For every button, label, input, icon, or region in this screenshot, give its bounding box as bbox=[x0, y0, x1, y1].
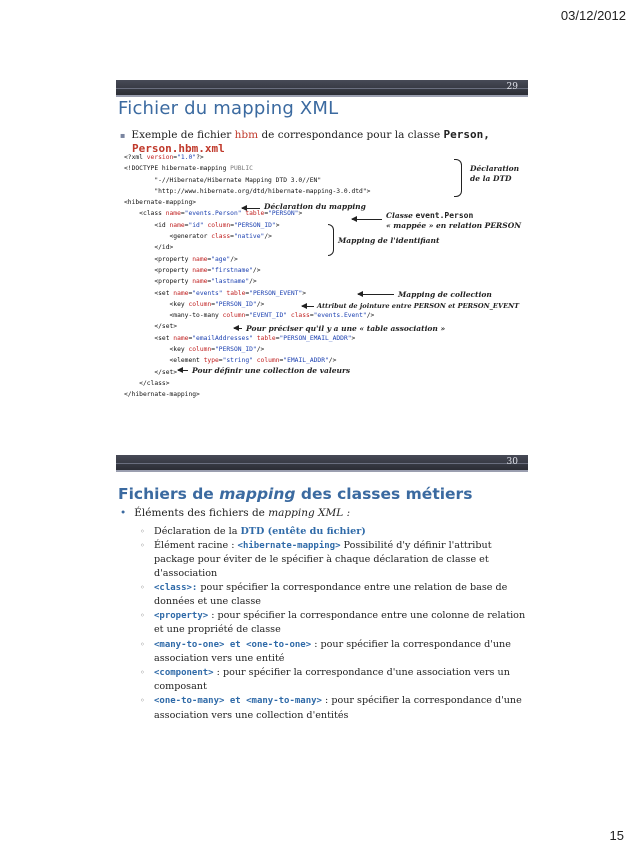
annot-dtd: Déclaration de la DTD bbox=[470, 164, 520, 183]
annot-id-mapping: Mapping de l'identifiant bbox=[338, 236, 440, 245]
xml-code-block bbox=[124, 152, 374, 401]
annot-class: Classe event.Person « mappée » en relation PERSON bbox=[386, 211, 522, 230]
list-item: ◦ <class>: pour spécifier la correspondance entre une relation de base de données et une classe bbox=[140, 581, 508, 608]
element-list bbox=[136, 525, 528, 723]
dtd-brace bbox=[454, 159, 462, 197]
code-line: </set> bbox=[124, 368, 178, 376]
slide-number: 29 bbox=[506, 82, 518, 92]
code-line: </set> bbox=[124, 323, 178, 331]
arrow-class bbox=[352, 219, 382, 220]
annot-join: Attribut de jointure entre PERSON et PERSON_EVENT bbox=[317, 302, 520, 310]
list-item: ◦ <property> : pour spécifier la correspondance entre une colonne de relation et une propriété de classe bbox=[140, 610, 526, 636]
code-line: </hibernate-mapping> bbox=[124, 391, 200, 399]
list-item: ◦ <many-to-one> et <one-to-one> : pour spécifier la correspondance d'une association vers une entité bbox=[140, 638, 511, 664]
code-line: <?xml version="1.0"?> bbox=[124, 154, 204, 161]
code-line: <many-to-many column="EVENT_ID" class="events.Event"/> bbox=[124, 312, 375, 320]
code-line: <id name="id" column="PERSON_ID"> bbox=[124, 221, 280, 229]
code-line: </id> bbox=[124, 244, 174, 252]
slide-title: Fichiers de mapping des classes métiers bbox=[118, 485, 473, 503]
code-line: <generator class="native"/> bbox=[124, 233, 272, 241]
code-line: <set name="emailAddresses" table="PERSON_EMAIL_ADDR"> bbox=[124, 334, 356, 342]
slide-title: Fichier du mapping XML bbox=[118, 98, 339, 119]
level1-bullet: • Éléments des fichiers de mapping XML : bbox=[120, 507, 351, 519]
code-line: <key column="PERSON_ID"/> bbox=[124, 300, 265, 308]
code-line: </class> bbox=[124, 379, 170, 387]
list-item: ◦ Déclaration de la DTD (entête du fichier) bbox=[140, 526, 366, 537]
code-line: <set name="events" table="PERSON_EVENT"> bbox=[124, 289, 307, 297]
code-line: "http://www.hibernate.org/dtd/hibernate-mapping-3.0.dtd"> bbox=[124, 187, 371, 195]
list-item: ◦ <one-to-many> et <many-to-many> : pour spécifier la correspondance d'une association vers une collection d'entités bbox=[140, 695, 522, 721]
arrow-mapping bbox=[242, 208, 260, 209]
arrow-collection bbox=[358, 294, 394, 295]
code-line: <property name="firstname"/> bbox=[124, 266, 261, 274]
annot-value-collection: Pour définir une collection de valeurs bbox=[192, 366, 351, 375]
arrow-values bbox=[178, 370, 188, 371]
code-line: "-//Hibernate/Hibernate Mapping DTD 3.0//EN" bbox=[124, 176, 322, 184]
annot-assoc-table: Pour préciser qu'il y a une « table association » bbox=[246, 324, 446, 333]
slide-29 bbox=[116, 80, 528, 402]
annot-mapping-decl: Déclaration du mapping bbox=[264, 202, 366, 211]
print-date: 03/12/2012 bbox=[560, 8, 626, 23]
slide-30 bbox=[116, 455, 528, 777]
list-item: ◦ <component> : pour spécifier la correspondance d'une association vers un composant bbox=[140, 667, 510, 693]
intro-bullet: ▪ Exemple de fichier hbm de correspondance pour la classe Person, Person.hbm.xml bbox=[120, 128, 490, 155]
list-item: ◦ Élément racine : <hibernate-mapping> Possibilité d'y définir l'attribut package pour éviter de le spécifier à chaque déclaration de classe et d'association bbox=[140, 540, 492, 579]
slide-header-bar bbox=[116, 455, 528, 472]
code-line: <property name="lastname"/> bbox=[124, 278, 257, 286]
code-line: <property name="age"/> bbox=[124, 255, 238, 263]
slide-header-bar bbox=[116, 80, 528, 97]
code-line: <hibernate-mapping> bbox=[124, 199, 197, 207]
code-line: <class name="events.Person" table="PERSON"> bbox=[124, 210, 303, 218]
arrow-assoc bbox=[234, 328, 242, 329]
id-brace bbox=[328, 224, 334, 256]
annot-collection: Mapping de collection bbox=[398, 290, 492, 299]
code-line: <!DOCTYPE hibernate-mapping PUBLIC bbox=[124, 165, 253, 173]
code-line: <key column="PERSON_ID"/> bbox=[124, 346, 265, 354]
page-number: 15 bbox=[609, 828, 624, 843]
slide-number: 30 bbox=[506, 457, 518, 467]
code-line: <element type="string" column="EMAIL_ADDR"/> bbox=[124, 357, 337, 365]
arrow-join bbox=[302, 306, 314, 307]
